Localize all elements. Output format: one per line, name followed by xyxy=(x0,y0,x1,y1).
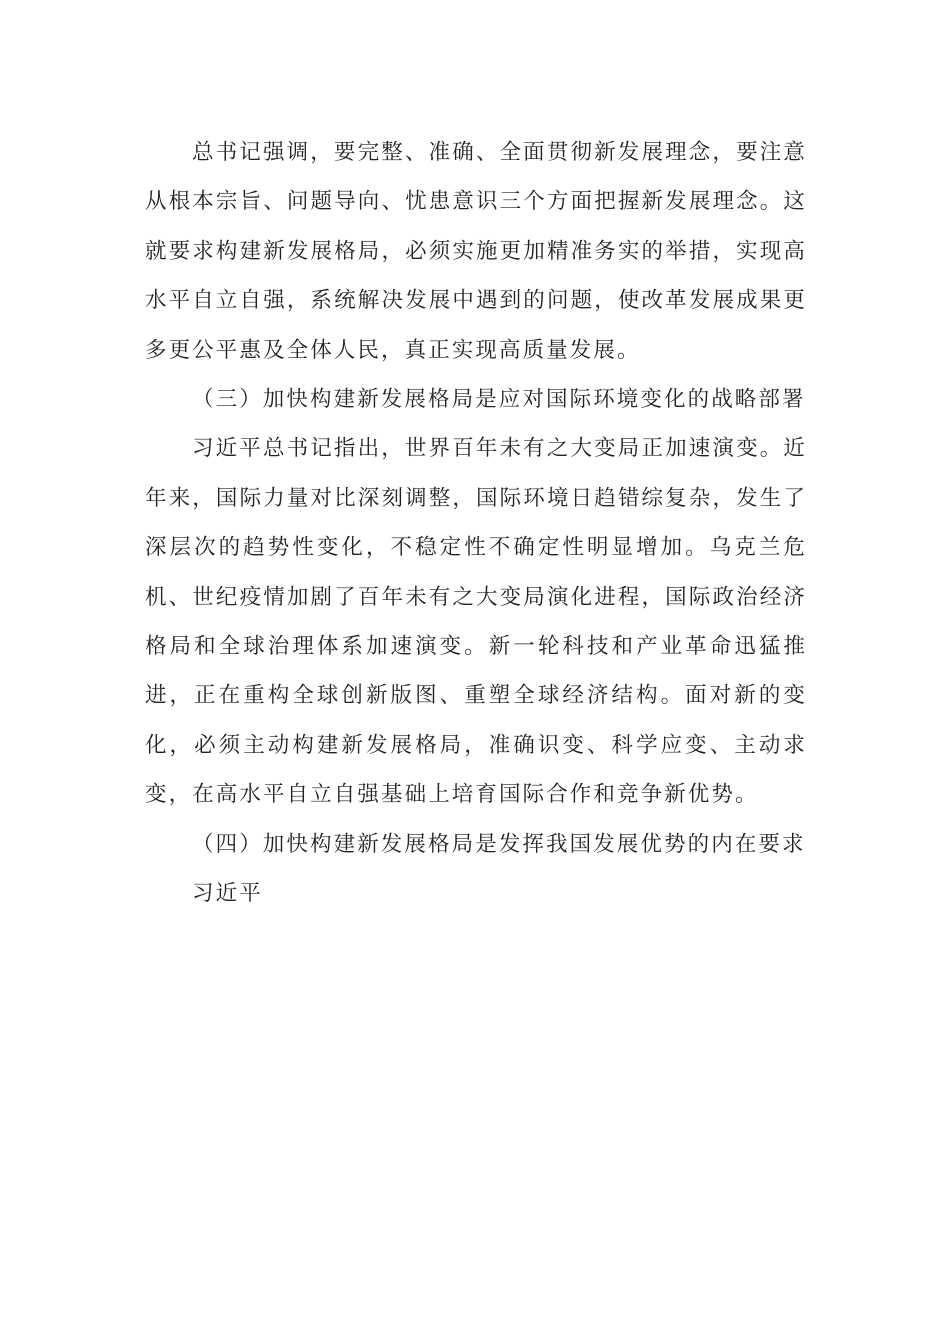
paragraph-fragment: 习近平 xyxy=(192,881,263,907)
paragraph-development-philosophy: 总书记强调，要完整、准确、全面贯彻新发展理念，要注意从根本宗旨、问题导向、忧患意识三个方面把握新发展理念。这就要求构建新发展格局，必须实施更加精准务实的举措，实现高水平自立自强，系统解决发展中遇到的问题，使改革发展成果更多更公平惠及全体人民，真正实现高质量发展。 xyxy=(145,140,807,363)
section-heading-3: （三）加快构建新发展格局是应对国际环境变化的战略部署 xyxy=(192,387,806,413)
section-heading-4: （四）加快构建新发展格局是发挥我国发展优势的内在要求 xyxy=(192,831,806,857)
paragraph-international-environment: 习近平总书记指出，世界百年未有之大变局正加速演变。近年来，国际力量对比深刻调整，国际环境日趋错综复杂，发生了深层次的趋势性变化，不稳定性不确定性明显增加。乌克兰危机、世纪疫情加剧了百年未有之大变局演化进程，国际政治经济格局和全球治理体系加速演变。新一轮科技和产业革命迅猛推进，正在重构全球创新版图、重塑全球经济结构。面对新的变化，必须主动构建新发展格局，准确识变、科学应变、主动求变，在高水平自立自强基础上培育国际合作和竞争新优势。 xyxy=(145,436,807,808)
document-body xyxy=(145,128,807,919)
